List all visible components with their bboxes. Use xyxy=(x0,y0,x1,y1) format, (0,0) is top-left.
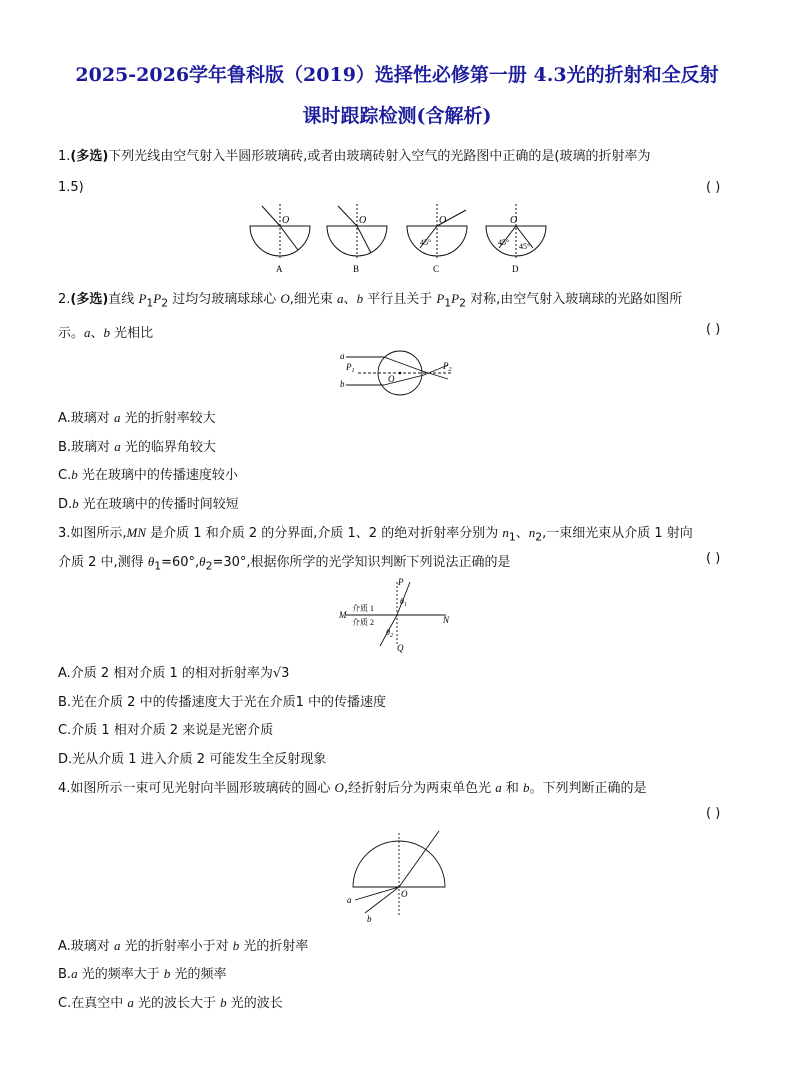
q3-stem-cont: 介质 2 中,测得 $\theta_1=60^\circ,\theta_2=30^\circ$,根据你所学的光学知识判断下列说法正确的是 xyxy=(58,554,511,573)
q2-label-p2: $P_2$ xyxy=(443,361,452,373)
q2-label-o: O xyxy=(388,374,395,384)
q1-diagram-c xyxy=(407,204,467,258)
q3-theta1: $\theta_1$ xyxy=(400,597,407,608)
q1-diagram-d xyxy=(486,204,546,258)
q1-diagram-b xyxy=(327,204,387,258)
q3-option-a: A.介质 2 相对介质 1 的相对折射率为√3 xyxy=(58,666,290,681)
q3-medium2: 介质 2 xyxy=(352,618,374,627)
q4-figure xyxy=(343,825,453,925)
q1-label-c: C xyxy=(433,264,440,274)
q3-option-c: C.介质 1 相对介质 2 来说是光密介质 xyxy=(58,723,274,738)
q2-figure xyxy=(340,345,460,395)
q1-label-o: O xyxy=(282,215,290,226)
q2-stem-cont: 示。a、b 光相比 xyxy=(58,325,154,341)
q2-option-c: C.b 光在玻璃中的传播速度较小 xyxy=(58,467,238,483)
q3-figure xyxy=(338,576,458,652)
q1-angle-c: 45° xyxy=(420,238,432,247)
document-title-line1: 2025-2026学年鲁科版（2019）选择性必修第一册 4.3光的折射和全反射 xyxy=(75,64,719,86)
svg-text:O: O xyxy=(359,215,367,226)
q1-stem-cont: 1.5) xyxy=(58,180,84,195)
q2-label-p1: $P_1$ xyxy=(346,362,355,374)
q4-label-b: b xyxy=(367,914,372,924)
q2-option-d: D.b 光在玻璃中的传播时间较短 xyxy=(58,496,239,512)
q1-label-d: D xyxy=(512,264,519,274)
q3-label-q: Q xyxy=(397,643,404,653)
q2-label-b: b xyxy=(340,379,345,389)
svg-text:O: O xyxy=(510,215,518,226)
q3-label-m: M xyxy=(339,610,347,620)
q1-answer-blank: ( ) xyxy=(706,180,721,195)
q4-stem: 4.如图所示一束可见光射向半圆形玻璃砖的圆心 O,经折射后分为两束单色光 a 和 b。下列判断正确的是 xyxy=(58,780,647,796)
q4-option-c: C.在真空中 a 光的波长大于 b 光的波长 xyxy=(58,995,283,1011)
q1-diagram-a xyxy=(250,204,310,258)
document-title-line2: 课时跟踪检测(含解析) xyxy=(302,105,492,127)
q2-option-b: B.玻璃对 a 光的临界角较大 xyxy=(58,439,216,455)
q2-label-a: a xyxy=(340,351,345,361)
q1-tag: (多选) xyxy=(70,149,109,164)
q2-answer-blank: ( ) xyxy=(706,322,721,337)
q4-label-a: a xyxy=(347,895,352,905)
q3-medium1: 介质 1 xyxy=(352,604,374,613)
q4-option-a: A.玻璃对 a 光的折射率小于对 b 光的折射率 xyxy=(58,938,309,954)
q3-option-b: B.光在介质 2 中的传播速度大于光在介质1 中的传播速度 xyxy=(58,695,386,710)
q3-label-n: N xyxy=(443,615,450,625)
q4-option-b: B.a 光的频率大于 b 光的频率 xyxy=(58,966,227,982)
q3-label-p: P xyxy=(398,577,404,587)
sqrt-three: √3 xyxy=(272,666,290,681)
q2-option-a: A.玻璃对 a 光的折射率较大 xyxy=(58,410,216,426)
q3-answer-blank: ( ) xyxy=(706,551,721,566)
q4-label-o: O xyxy=(401,889,408,899)
q3-theta2: $\theta_2$ xyxy=(386,628,393,639)
q1-angle-d2: 45° xyxy=(519,242,531,251)
q3-option-d: D.光从介质 1 进入介质 2 可能发生全反射现象 xyxy=(58,752,327,767)
q2-stem: 2.(多选)直线 $P_1P_2$ 过均匀玻璃球球心 O,细光束 a、b 平行且关于 $P_1P_2$ 对称,由空气射入玻璃球的光路如图所 xyxy=(58,291,683,310)
q1-label-b: B xyxy=(353,264,360,274)
q1-figure xyxy=(240,198,570,276)
q3-stem: 3.如图所示,MN 是介质 1 和介质 2 的分界面,介质 1、2 的绝对折射率分别为 $n_1$、$n_2$,一束细光束从介质 1 射向 xyxy=(58,525,693,544)
q1-angle-d1: 45° xyxy=(498,238,510,247)
q1-stem: 1.(多选)下列光线由空气射入半圆形玻璃砖,或者由玻璃砖射入空气的光路图中正确的是(玻璃的折射率为 xyxy=(58,149,651,164)
q1-label-a: A xyxy=(276,264,283,274)
svg-text:O: O xyxy=(439,215,447,226)
q4-answer-blank: ( ) xyxy=(706,806,721,821)
